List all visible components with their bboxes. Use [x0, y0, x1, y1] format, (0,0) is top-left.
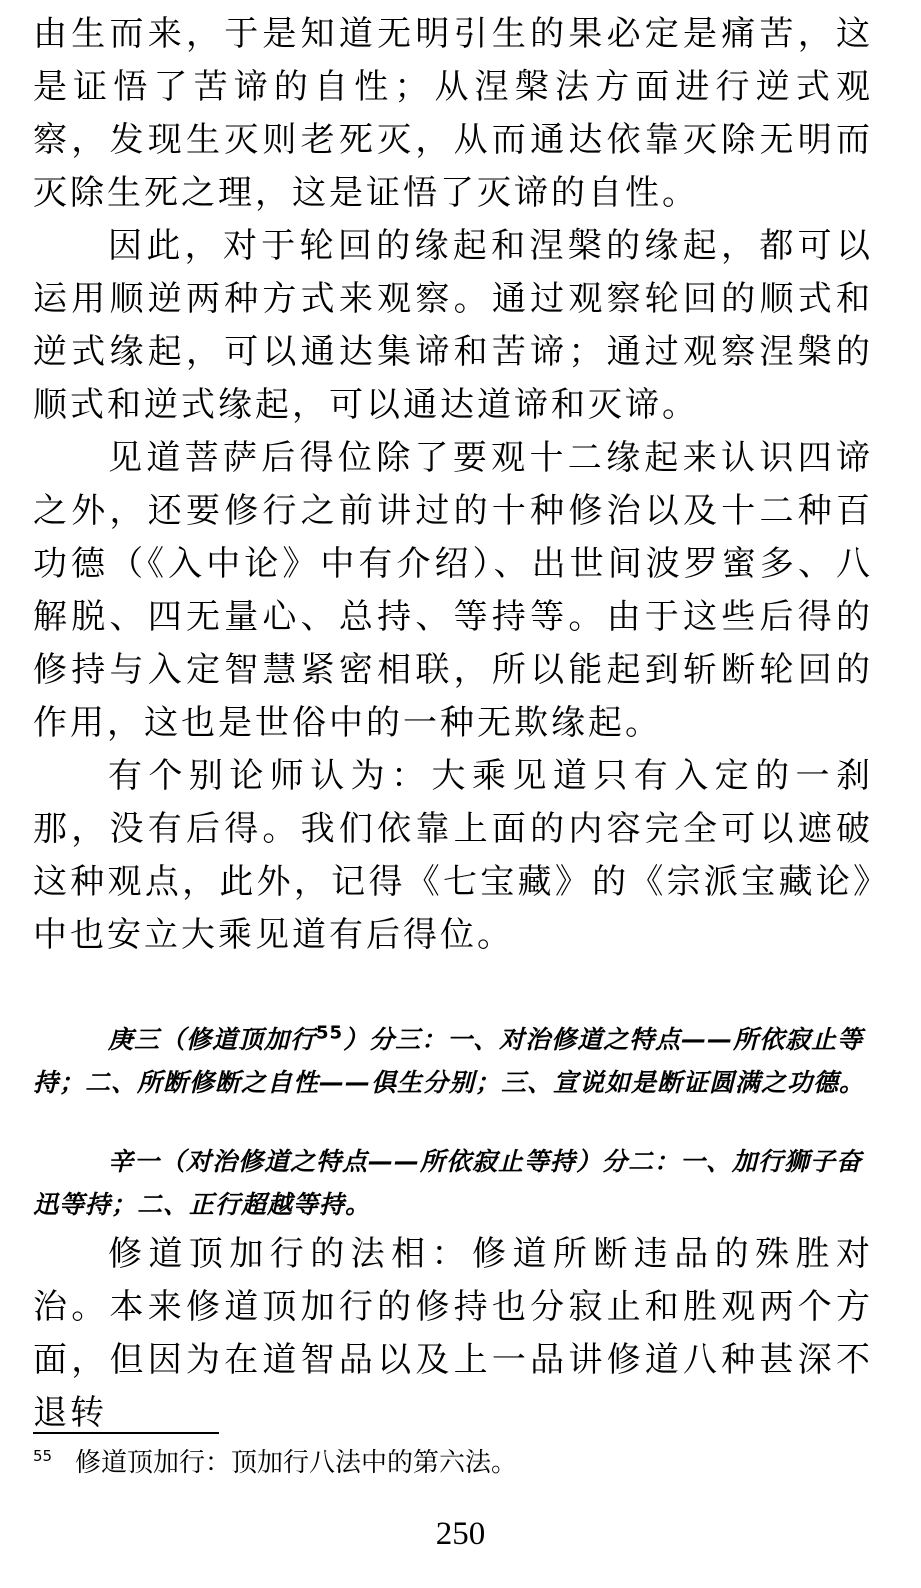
footnote-mark: 55 [33, 1447, 53, 1465]
page-number: 250 [435, 1516, 486, 1552]
paragraph: 有个别论师认为：大乘见道只有入定的一刹那，没有后得。我们依靠上面的内容完全可以遮破这种观点，此外，记得《七宝藏》的《宗派宝藏论》中也安立大乘见道有后得位。 [33, 756, 873, 955]
footnote-divider [33, 1432, 219, 1434]
section-heading-text: ）分三：一、对治修道之特点——所依寂止等持；二、所断修断之自性——俱生分别；三、宣说如是断证圆满之功德。 [33, 1025, 866, 1097]
paragraph: 修道顶加行的法相：修道所断违品的殊胜对治。本来修道顶加行的修持也分寂止和胜观两个方面，但因为在道智品以及上一品讲修道八种甚深不退转 [33, 1234, 873, 1433]
section-heading-text: 庚三（修道顶加行 [108, 1025, 317, 1054]
paragraph: 见道菩萨后得位除了要观十二缘起来认识四谛之外，还要修行之前讲过的十种修治以及十二种百功德（《入中论》中有介绍）、出世间波罗蜜多、八解脱、四无量心、总持、等持等。由于这些后得的修持与入定智慧紧密相联，所以能起到斩断轮回的作用，这也是世俗中的一种无欺缘起。 [33, 438, 873, 743]
section-heading [33, 1018, 871, 1104]
paragraph-continued: 由生而来，于是知道无明引生的果必定是痛苦，这是证悟了苦谛的自性；从涅槃法方面进行逆式观察，发现生灭则老死灭，从而通达依靠灭除无明而灭除生死之理，这是证悟了灭谛的自性。 [33, 14, 873, 213]
paragraph: 因此，对于轮回的缘起和涅槃的缘起，都可以运用顺逆两种方式来观察。通过观察轮回的顺式和逆式缘起，可以通达集谛和苦谛；通过观察涅槃的顺式和逆式缘起，可以通达道谛和灭谛。 [33, 226, 873, 425]
footnote-reference: 55 [316, 1022, 344, 1044]
footnote-text: 修道顶加行：顶加行八法中的第六法。 [75, 1448, 518, 1478]
subsection-heading: 辛一（对治修道之特点——所依寂止等持）分二：一、加行狮子奋迅等持；二、正行超越等持。 [33, 1147, 863, 1219]
footnote [33, 1446, 873, 1480]
